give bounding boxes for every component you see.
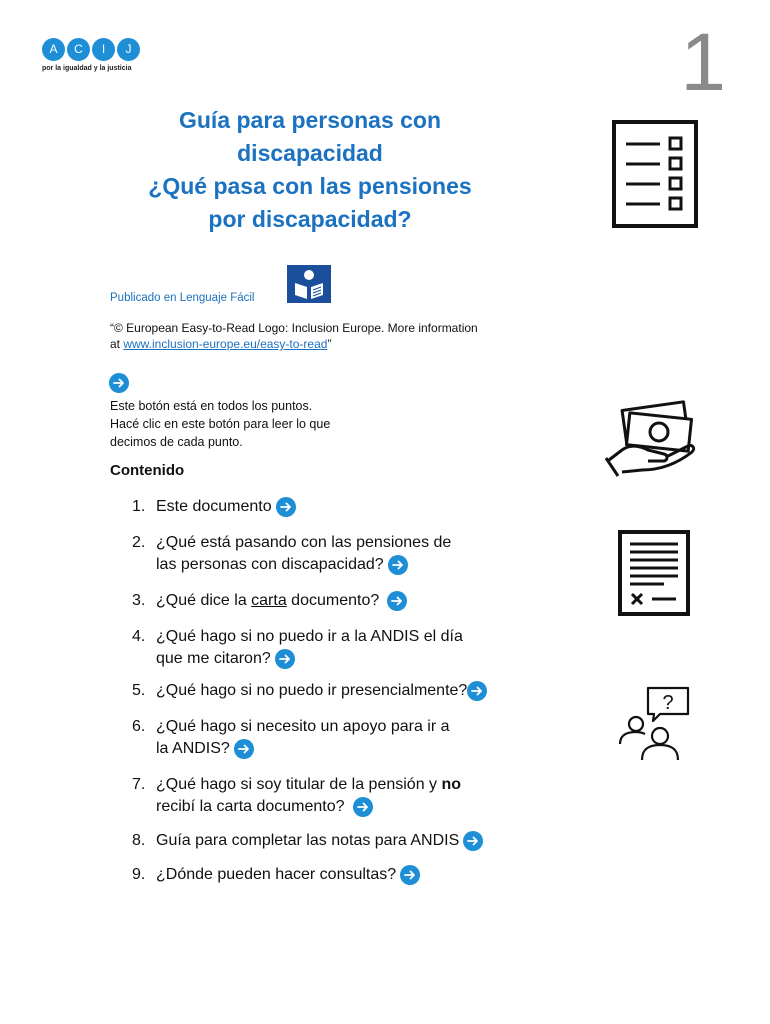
published-label: Publicado en Lenguaje Fácil — [110, 292, 255, 304]
people-question-icon — [616, 686, 692, 767]
arrow-button-icon[interactable] — [388, 555, 408, 575]
toc-item-7[interactable] — [132, 774, 461, 818]
acij-logo — [42, 38, 140, 72]
title-line: por discapacidad? — [208, 206, 412, 232]
toc-item-9[interactable] — [132, 864, 420, 886]
toc-label: Este documento — [156, 498, 272, 515]
easy-to-read-logo-icon — [287, 265, 331, 303]
toc-label-bold: no — [441, 776, 462, 793]
toc-label: ¿Qué hago si no puedo ir a la ANDIS el día — [156, 628, 463, 645]
toc-item-1[interactable] — [132, 496, 296, 518]
legend-line: decimos de cada punto. — [110, 435, 243, 449]
arrow-button-icon[interactable] — [275, 649, 295, 669]
document-icon — [618, 530, 690, 621]
logo-tagline: por la igualdad y la justicia — [42, 65, 132, 72]
legend-text — [110, 397, 430, 451]
toc-label-part: ¿Qué hago si soy titular de la pensión y — [156, 776, 442, 793]
arrow-button-icon[interactable] — [234, 739, 254, 759]
toc-label-underlined: carta — [251, 592, 287, 609]
toc-number: 6. — [132, 718, 146, 735]
arrow-button-icon[interactable] — [463, 831, 483, 851]
toc-number: 8. — [132, 832, 146, 849]
inclusion-europe-link[interactable]: www.inclusion-europe.eu/easy-to-read — [123, 337, 328, 351]
toc-number: 2. — [132, 534, 146, 551]
arrow-button-icon — [109, 373, 129, 393]
toc-label: ¿Qué hago si necesito un apoyo para ir a — [156, 718, 450, 735]
legend-line: Hacé clic en este botón para leer lo que — [110, 417, 331, 431]
copyright-line-2 — [110, 336, 530, 352]
logo-letter: C — [67, 38, 90, 61]
toc-label: ¿Dónde pueden hacer consultas? — [156, 866, 397, 883]
page-number: 1 — [680, 17, 726, 108]
toc-number: 5. — [132, 682, 146, 699]
checklist-icon — [612, 120, 698, 233]
toc-label: recibí la carta documento? — [156, 798, 345, 815]
logo-letter: I — [92, 38, 115, 61]
toc-label: ¿Qué hago si no puedo ir presencialmente? — [156, 682, 468, 699]
arrow-button-icon[interactable] — [276, 497, 296, 517]
toc-label-part: ¿Qué dice la — [156, 592, 252, 609]
copyright-note — [110, 320, 530, 352]
title-line: discapacidad — [237, 140, 383, 166]
toc-number: 1. — [132, 498, 146, 515]
logo-letter: J — [117, 38, 140, 61]
money-hand-icon — [604, 398, 704, 487]
toc-item-6[interactable] — [132, 716, 450, 760]
toc-item-5[interactable] — [132, 680, 487, 702]
arrow-button-icon[interactable] — [387, 591, 407, 611]
svg-text:?: ? — [662, 692, 674, 714]
toc-number: 9. — [132, 866, 146, 883]
toc-label: ¿Qué está pasando con las pensiones de — [156, 534, 452, 551]
contents-heading: Contenido — [110, 462, 185, 479]
title-line: Guía para personas con — [178, 107, 442, 133]
arrow-button-icon[interactable] — [467, 681, 487, 701]
arrow-button-icon[interactable] — [400, 865, 420, 885]
copyright-prefix: at — [110, 337, 124, 351]
toc-number: 3. — [132, 592, 146, 609]
toc-item-3[interactable] — [132, 590, 407, 612]
arrow-button-icon[interactable] — [353, 797, 373, 817]
toc-label: Guía para completar las notas para ANDIS — [156, 832, 460, 849]
copyright-suffix: ” — [327, 337, 332, 351]
toc-item-4[interactable] — [132, 626, 463, 670]
toc-item-8[interactable] — [132, 830, 483, 852]
copyright-line: “© European Easy-to-Read Logo: Inclusion Europe. More information — [110, 321, 478, 335]
logo-letter: A — [42, 38, 65, 61]
toc-label-part: documento? — [286, 592, 380, 609]
document-title — [100, 104, 520, 236]
legend-line: Este botón está en todos los puntos. — [110, 399, 313, 413]
toc-label: que me citaron? — [156, 650, 271, 667]
toc-label: la ANDIS? — [156, 740, 230, 757]
toc-number: 4. — [132, 628, 146, 645]
toc-label: las personas con discapacidad? — [156, 556, 384, 573]
toc-item-2[interactable] — [132, 532, 451, 576]
toc-number: 7. — [132, 776, 146, 793]
title-line: ¿Qué pasa con las pensiones — [148, 173, 472, 199]
